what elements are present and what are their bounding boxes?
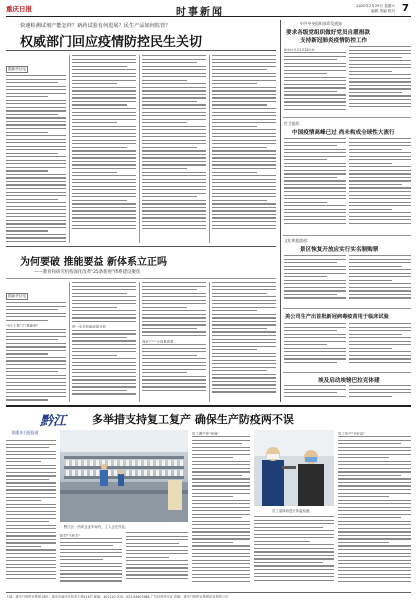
lead-source-label: 据新华社电: [8, 67, 26, 71]
temperature-check-image: [254, 430, 334, 506]
banner-side-label: 防控"不松手": [60, 533, 81, 537]
editor-line: 编辑 美编 校对: [371, 9, 395, 13]
party-column-1: [284, 46, 346, 114]
column-divider: [69, 55, 70, 243]
column-divider: [209, 55, 210, 243]
edu-column-3: [142, 282, 206, 402]
banner-column-6: [254, 516, 334, 588]
banner-column-3: [126, 532, 188, 588]
edu-column-2: [72, 282, 136, 402]
banner-column-1: [6, 440, 56, 588]
column-divider: [139, 282, 140, 402]
right-rule: [283, 372, 411, 373]
who-column-1: [284, 138, 346, 232]
vaccine-title: 美公司生产出首批新冠病毒疫苗用于临床试验: [285, 314, 389, 320]
right-rule: [283, 117, 411, 118]
culture-column-1: [284, 255, 346, 305]
edu-paragraph-heading: "5个主要"立"着新领": [6, 324, 39, 328]
column-divider: [209, 282, 210, 402]
egypt-column-2: [349, 385, 411, 402]
banner-headline: 多举措支持复工复产 确保生产防疫两不误: [92, 413, 294, 426]
party-title-line-2: 支持新冠肺炎疫情防控工作: [300, 38, 368, 44]
temperature-photo-caption: 员工返岗前进行体温检测。: [272, 509, 313, 513]
lead-column-1: [6, 55, 66, 243]
factory-photo: [60, 430, 188, 522]
lead-column-4: [212, 55, 276, 243]
right-rule: [283, 235, 411, 236]
culture-kicker: 文化和旅游部：: [284, 238, 311, 243]
edu-paragraph-heading: 进一步开放和改革开放: [72, 325, 106, 329]
banner-column-4: [192, 430, 250, 588]
who-title: 中国疫情高峰已过 尚未构成全球性大流行: [292, 130, 395, 136]
right-rule: [283, 308, 411, 309]
banner-column-5: [338, 430, 411, 588]
factory-photo-image: [60, 430, 188, 522]
factory-photo-caption: 黔江区一纺织企业车间内，工人正在作业。: [64, 525, 129, 529]
banner-top-rule: [6, 405, 411, 407]
edu-source-label: 据新华社电: [8, 294, 26, 298]
right-column-divider: [280, 20, 281, 402]
edu-column-4: [212, 282, 276, 402]
edu-paragraph-heading: 深化"""""大体系改革: [142, 339, 174, 343]
culture-column-2: [349, 255, 411, 305]
egypt-title: 埃及启动埃镑巴拉克体建: [318, 378, 380, 384]
lead-rule: [6, 50, 276, 51]
banner-column-2: [60, 532, 122, 588]
date-line: 2020年2月29日 星期六: [356, 4, 395, 8]
date-block: [356, 4, 395, 14]
who-kicker: 世卫组织：: [284, 121, 303, 126]
who-column-2: [349, 138, 411, 232]
banner-place: [40, 410, 66, 429]
edu-subhead: ——教育和研究机构深化改革"25条新规"体系建设聚焦: [34, 270, 141, 275]
party-column-2: [349, 46, 411, 114]
edu-headline: 为何要破 推能要益 新体系立正吗: [20, 257, 167, 268]
banner-place-text: 黔江: [40, 414, 67, 429]
vaccine-column-1: [284, 323, 346, 369]
edu-rule: [6, 278, 276, 279]
newspaper-logo: 重庆日报: [6, 5, 32, 13]
banner-side-label: 复工增产快"加速": [192, 431, 219, 435]
edu-column-1: [6, 282, 66, 402]
party-kicker: 中共中央组织部印发通知: [300, 21, 342, 26]
lead-column-2: [72, 55, 136, 243]
section-title: 时事新闻: [176, 7, 224, 18]
egypt-column-1: [284, 385, 346, 402]
column-divider: [69, 282, 70, 402]
lead-kicker: 快速检测试剂产能怎样？新药试验有何进展？民生产品如何监管？: [20, 23, 171, 29]
masthead: [6, 3, 411, 17]
lead-headline: 权威部门回应疫情防控民生关切: [20, 35, 203, 50]
page-number: 7: [402, 3, 409, 14]
lead-column-3: [142, 55, 206, 243]
culture-title: 景区恢复开放应实行实名制购票: [300, 247, 379, 253]
party-title-line-1: 要求各级党组织做好党员自愿捐款: [286, 30, 370, 36]
temperature-check-photo: [254, 430, 334, 506]
party-source-label: 新华社北京2月28日电: [284, 47, 315, 51]
vaccine-column-2: [349, 323, 411, 369]
banner-side-label: 复工复产"开好局": [338, 431, 365, 435]
edu-top-rule: [6, 246, 276, 247]
column-divider: [139, 55, 140, 243]
page-footer: 主编：重庆日报报业集团 地址：重庆市渝北区同茂大道416号 邮编：401120 电话：023-63907666 广告经营许可证 印刷：重庆日报报业集团印务有限公司: [6, 592, 411, 598]
banner-eyebrow: 据重庆日报报道: [12, 430, 39, 435]
